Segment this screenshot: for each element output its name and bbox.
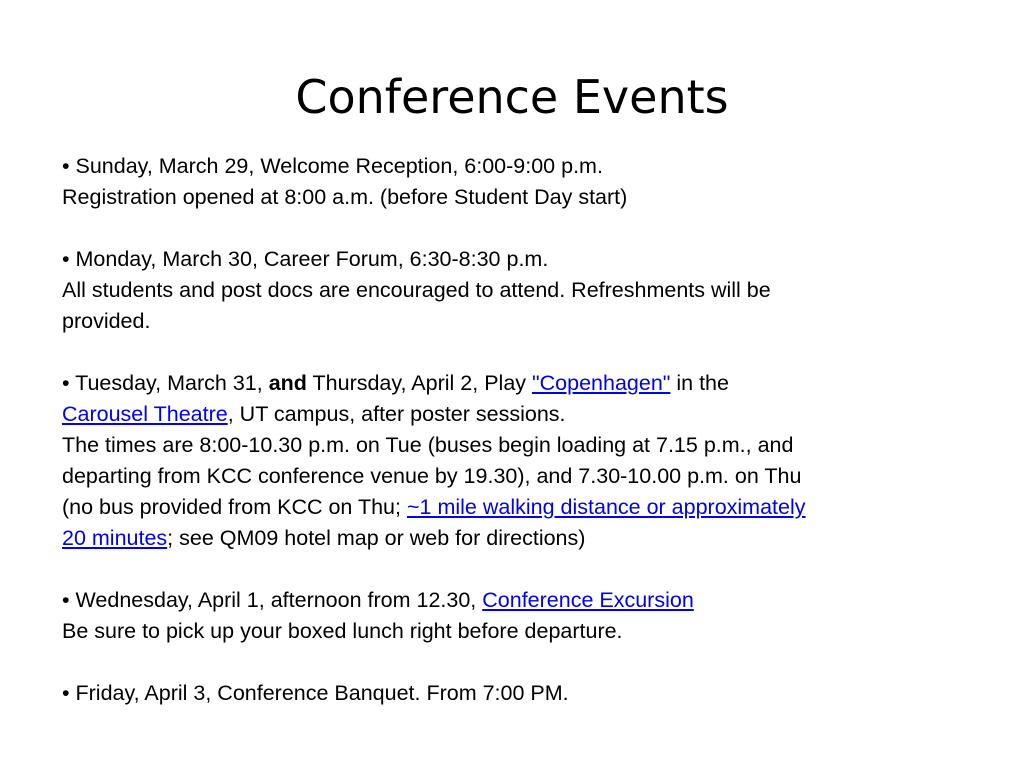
event-play-bus-text: (no bus provided from KCC on Thu; — [62, 495, 407, 519]
event-play-bus-note — [62, 492, 967, 523]
event-play-venue-text: , UT campus, after poster sessions. — [227, 402, 566, 426]
event-play-times: The times are 8:00-10.30 p.m. on Tue (buses begin loading at 7.15 p.m., and — [62, 433, 794, 457]
event-monday-heading: • Monday, March 30, Career Forum, 6:30-8:30 p.m. — [62, 247, 549, 271]
carousel-theatre-link[interactable]: Carousel Theatre — [62, 402, 228, 426]
event-play-directions-text: ; see QM09 hotel map or web for directions) — [167, 526, 586, 550]
event-play-text-a: • Tuesday, March 31, — [62, 371, 269, 395]
conference-excursion-link[interactable]: Conference Excursion — [482, 588, 694, 612]
spacer — [62, 337, 967, 368]
event-monday-detail-cont: provided. — [62, 309, 151, 333]
event-play-text-b: Thursday, April 2, Play — [306, 371, 532, 395]
spacer — [62, 554, 967, 585]
event-play-times-cont: departing from KCC conference venue by 19.30), and 7.30-10.00 p.m. on Thu — [62, 464, 802, 488]
event-sunday-detail: Registration opened at 8:00 a.m. (before Student Day start) — [62, 185, 628, 209]
event-play-bold-and: and — [268, 371, 307, 395]
spacer — [62, 213, 967, 244]
slide-title: Conference Events — [295, 70, 729, 124]
event-play-directions — [62, 523, 967, 554]
event-play-venue — [62, 399, 967, 430]
copenhagen-link[interactable]: "Copenhagen" — [532, 371, 671, 395]
walking-minutes-link[interactable]: 20 minutes — [62, 526, 168, 550]
event-excursion-detail: Be sure to pick up your boxed lunch right before departure. — [62, 619, 623, 643]
event-banquet-heading: • Friday, April 3, Conference Banquet. From 7:00 PM. — [62, 681, 569, 705]
event-excursion-heading — [62, 585, 967, 616]
event-play-heading — [62, 368, 967, 399]
event-play-text-c: in the — [670, 371, 729, 395]
walking-distance-link[interactable]: ~1 mile walking distance or approximately — [406, 495, 806, 519]
event-monday-detail: All students and post docs are encouraged to attend. Refreshments will be — [62, 278, 771, 302]
events-list — [62, 151, 967, 709]
event-excursion-text: • Wednesday, April 1, afternoon from 12.30, — [62, 588, 483, 612]
spacer — [62, 647, 967, 678]
event-sunday-heading: • Sunday, March 29, Welcome Reception, 6:00-9:00 p.m. — [62, 154, 603, 178]
